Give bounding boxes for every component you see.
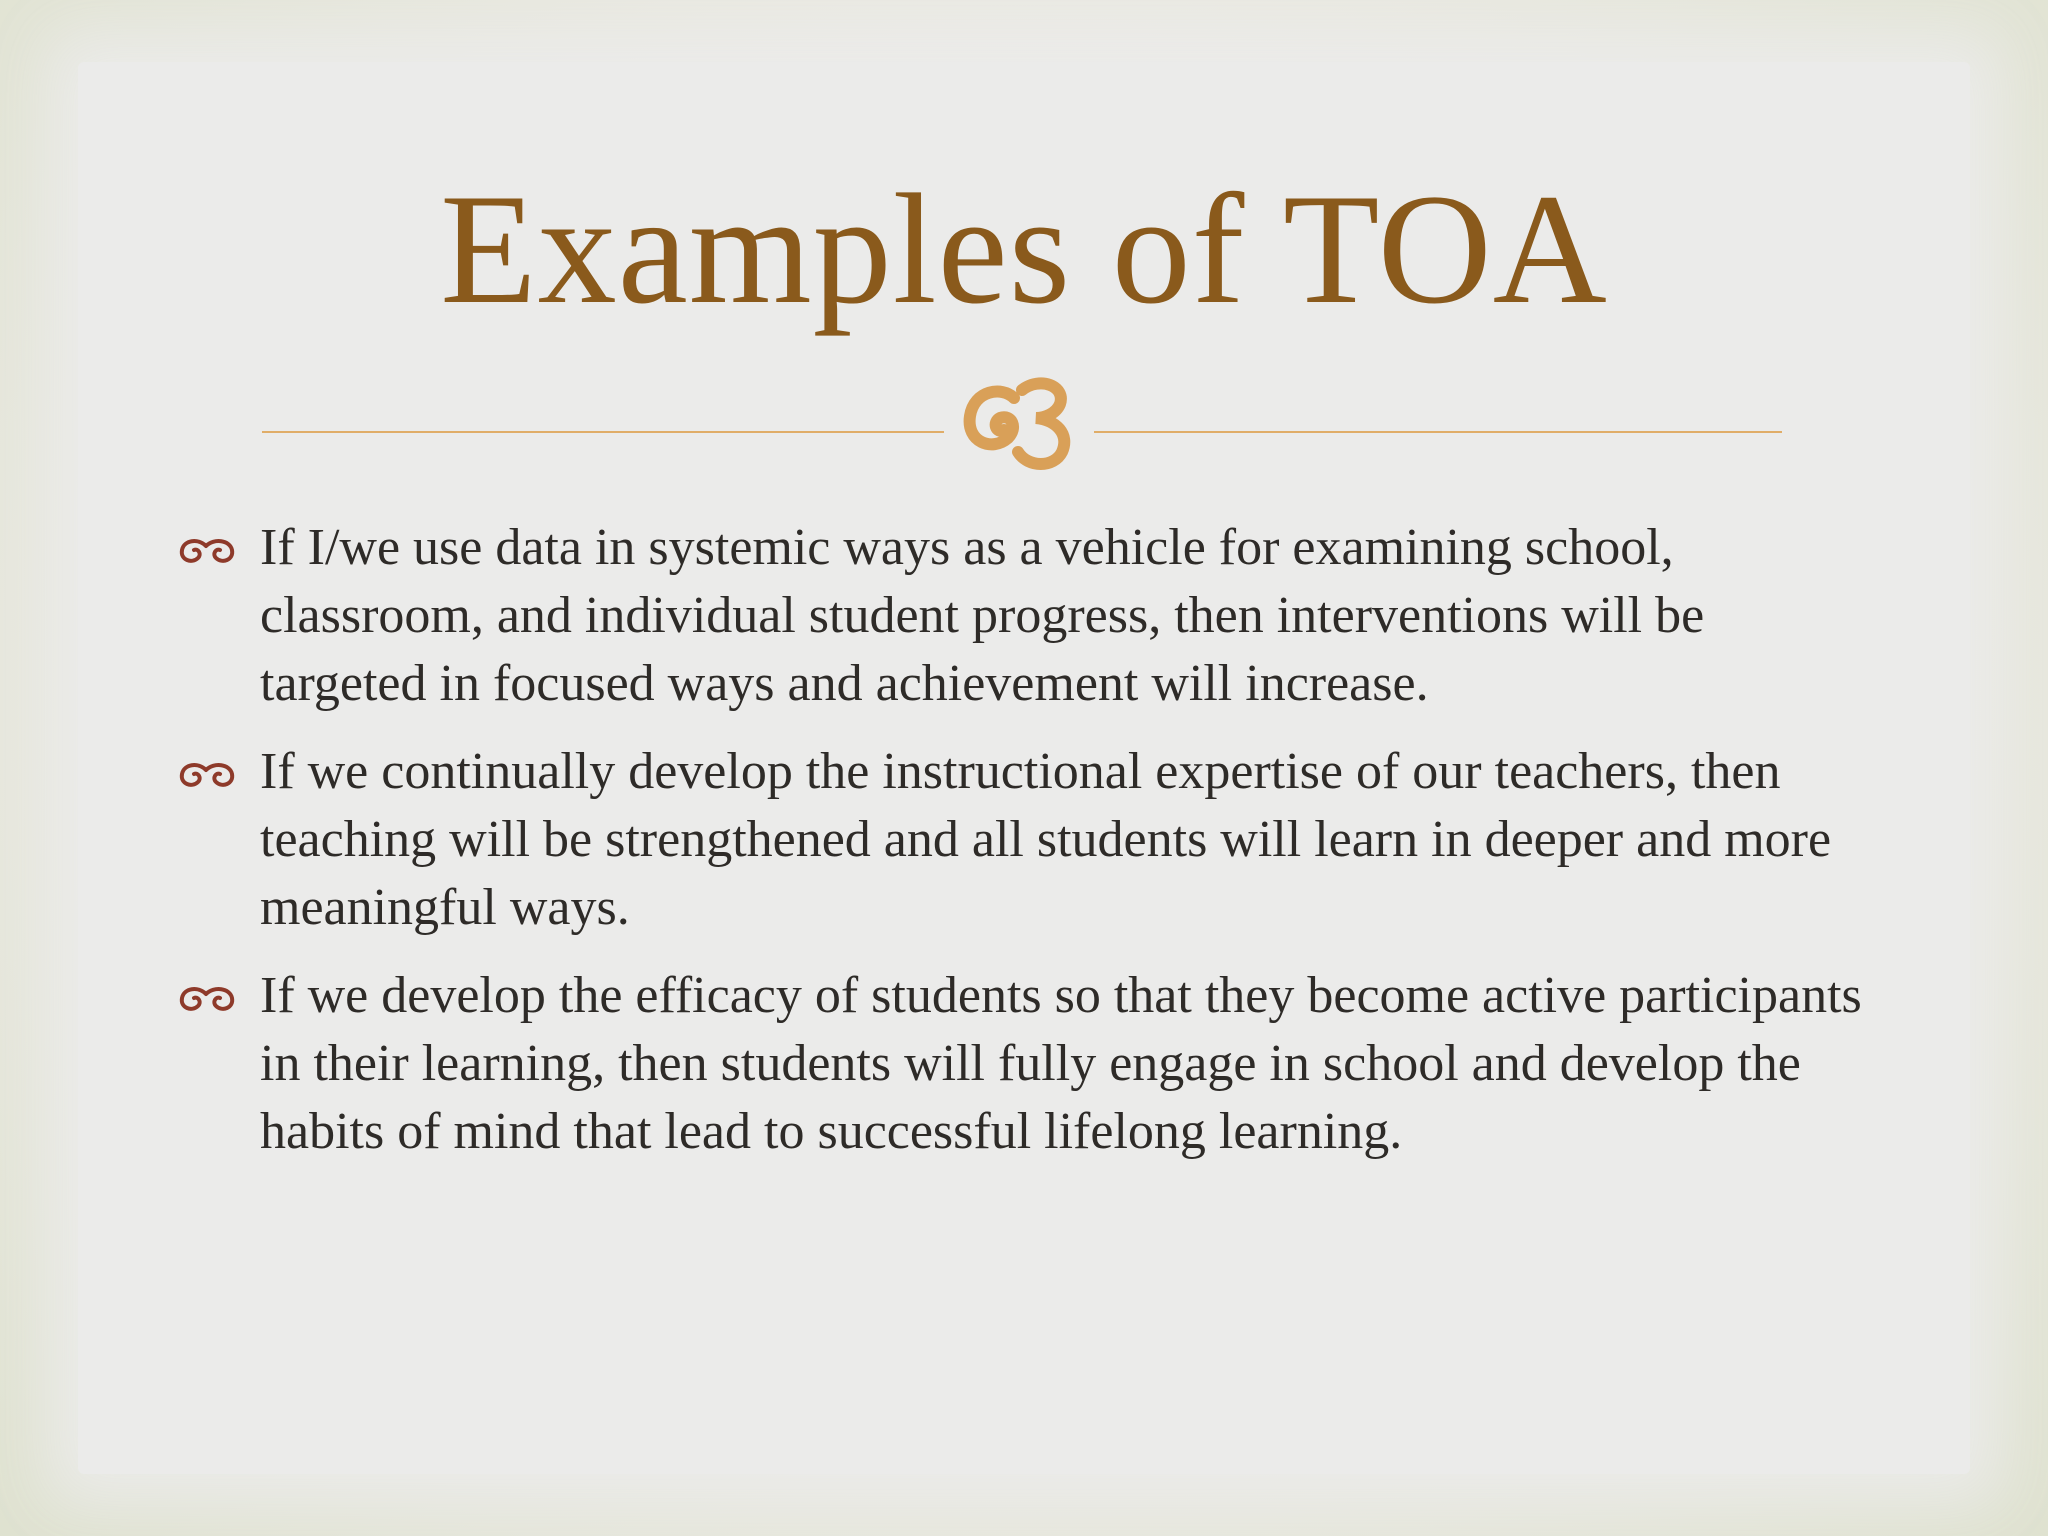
list-item xyxy=(176,738,1876,942)
list-item xyxy=(176,514,1876,718)
bullet-text: If I/we use data in systemic ways as a vehicle for examining school, classroom, and individual student progress, then interventions will be targeted in focused ways and achievement will increase. xyxy=(260,519,1705,712)
scroll-flourish-icon xyxy=(176,516,236,576)
list-item xyxy=(176,962,1876,1166)
bullet-text: If we develop the efficacy of students so that they become active participants in their learning, then students will fully engage in school and develop the habits of mind that lead to successful lifelong learning. xyxy=(260,967,1862,1160)
scroll-flourish-icon xyxy=(176,964,236,1024)
slide-title: Examples of TOA xyxy=(440,162,1608,337)
scroll-flourish-icon xyxy=(176,740,236,800)
bullet-list xyxy=(176,514,1876,1186)
curl-flourish-icon xyxy=(944,368,1094,478)
bullet-text: If we continually develop the instructional expertise of our teachers, then teaching will be strengthened and all students will learn in deeper and more meaningful ways. xyxy=(260,743,1832,936)
